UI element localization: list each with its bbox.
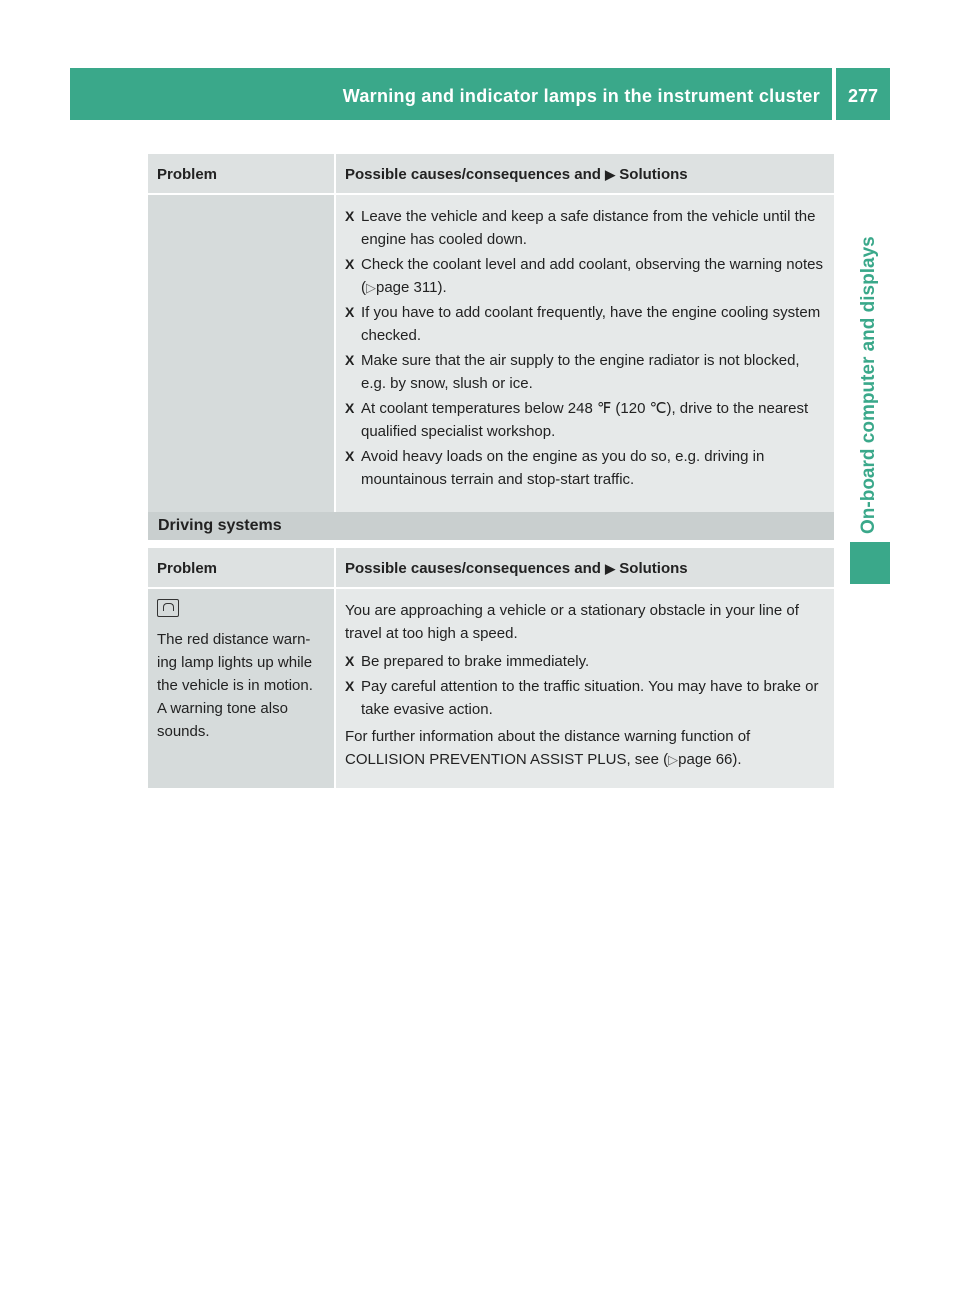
table-header-row — [148, 548, 834, 588]
page-ref-link[interactable]: page 311). — [376, 279, 447, 296]
solutions-cell — [335, 194, 834, 514]
section-title: Driving systems — [158, 517, 282, 534]
bullet-text: Avoid heavy loads on the engine as you do so, e.g. driving in mountainous terrain and stop-start traffic. — [361, 448, 765, 488]
coolant-table — [148, 154, 834, 514]
bullet-x-icon: X — [345, 208, 355, 224]
intro-text: You are approaching a vehicle or a stationary obstacle in your line of travel at too high a speed. — [345, 602, 799, 642]
bullet-text: Pay careful attention to the traffic situation. You may have to brake or take evasive action. — [361, 678, 819, 718]
col-solutions-prefix: Possible causes/consequences and — [345, 166, 601, 183]
page-ref-arrow-icon: ▷ — [668, 752, 679, 767]
bullet-x-icon: X — [345, 256, 355, 272]
page-number-box — [836, 68, 890, 120]
bullet-text: Leave the vehicle and keep a safe distance from the vehicle until the engine has cooled down. — [361, 208, 816, 248]
col-solutions-suffix: Solutions — [619, 560, 688, 577]
list-item — [345, 253, 825, 299]
side-tab-marker — [850, 542, 890, 584]
col-solutions — [335, 154, 834, 194]
list-item — [345, 445, 825, 491]
col-solutions-prefix: Possible causes/consequences and — [345, 560, 601, 577]
list-item — [345, 397, 825, 443]
col-problem: Problem — [148, 548, 335, 588]
problem-cell — [148, 588, 335, 788]
page-ref-arrow-icon: ▷ — [366, 280, 376, 295]
bullet-x-icon: X — [345, 653, 355, 669]
bullet-text: Check the coolant level and add coolant, observing the warning notes ( — [361, 256, 823, 296]
page-number: 277 — [847, 86, 879, 106]
page-title: Warning and indicator lamps in the instrument cluster — [342, 86, 820, 106]
problem-cell — [148, 194, 335, 514]
side-tab-label: On-board computer and displays — [858, 236, 879, 534]
list-item — [345, 301, 825, 347]
bullet-x-icon: X — [345, 304, 355, 320]
page-ref-link[interactable]: page 66). — [678, 751, 742, 768]
play-arrow-icon: ▶ — [605, 167, 616, 182]
bullet-x-icon: X — [345, 448, 355, 464]
col-problem: Problem — [148, 154, 335, 194]
bullet-x-icon: X — [345, 352, 355, 368]
table-header-row — [148, 154, 834, 194]
section-header — [148, 512, 834, 540]
driving-systems-table — [148, 548, 834, 788]
bullet-text: Make sure that the air supply to the engine radiator is not blocked, e.g. by snow, slush or ice. — [361, 352, 800, 392]
table-row — [148, 194, 834, 514]
bullet-text: At coolant temperatures below 248 ℉ (120 ℃), drive to the nearest qualified specialist workshop. — [361, 400, 809, 440]
col-solutions-suffix: Solutions — [619, 166, 688, 183]
table-row — [148, 588, 834, 788]
header-bar — [70, 68, 832, 120]
bullet-x-icon: X — [345, 400, 355, 416]
problem-text: The red distance warn-ing lamp lights up while the vehicle is in motion. A warning tone also sounds. — [157, 631, 313, 740]
list-item — [345, 349, 825, 395]
list-item — [345, 205, 825, 251]
footer-text — [345, 725, 825, 771]
bullet-x-icon: X — [345, 678, 355, 694]
list-item — [345, 650, 825, 673]
footer-prefix: For further information about the distance warning function of COLLISION PREVENTION ASSIST PLUS, see ( — [345, 728, 751, 768]
solutions-cell — [335, 588, 834, 788]
bullet-text: If you have to add coolant frequently, have the engine cooling system checked. — [361, 304, 821, 344]
play-arrow-icon: ▶ — [605, 561, 616, 576]
col-solutions — [335, 548, 834, 588]
distance-warning-lamp-icon — [157, 599, 179, 617]
list-item — [345, 675, 825, 721]
bullet-text: Be prepared to brake immediately. — [361, 653, 590, 670]
